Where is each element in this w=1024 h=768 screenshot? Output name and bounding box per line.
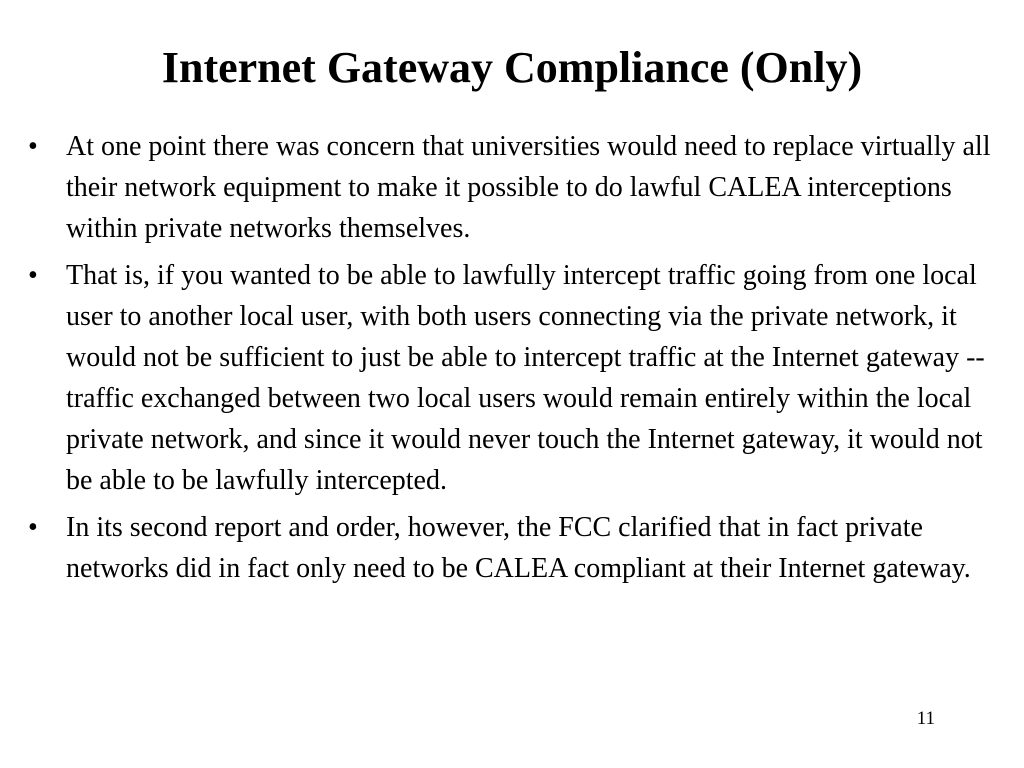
bullet-item bbox=[28, 126, 998, 249]
bullet-marker: • bbox=[28, 512, 38, 543]
bullet-item bbox=[28, 507, 998, 589]
bullet-marker: • bbox=[28, 260, 38, 291]
bullet-text: In its second report and order, however, the FCC clarified that in fact private networks did in fact only need to be CALEA compliant at their Internet gateway. bbox=[66, 512, 971, 584]
bullet-text: At one point there was concern that universities would need to replace virtually all their network equipment to make it possible to do lawful CALEA interceptions within private networks themselves. bbox=[66, 131, 991, 244]
slide-title: Internet Gateway Compliance (Only) bbox=[161, 43, 863, 92]
bullet-list bbox=[28, 126, 998, 595]
slide-number: 11 bbox=[916, 708, 935, 729]
bullet-marker: • bbox=[28, 131, 38, 162]
bullet-text: That is, if you wanted to be able to lawfully intercept traffic going from one local user to another local user, with both users connecting via the private network, it would not be sufficient to just be able to intercept traffic at the Internet gateway -- traffic exchanged between two local users would remain entirely within the local private network, and since it would never touch the Internet gateway, it would not be able to be lawfully intercepted. bbox=[66, 260, 985, 496]
bullet-item bbox=[28, 255, 998, 501]
